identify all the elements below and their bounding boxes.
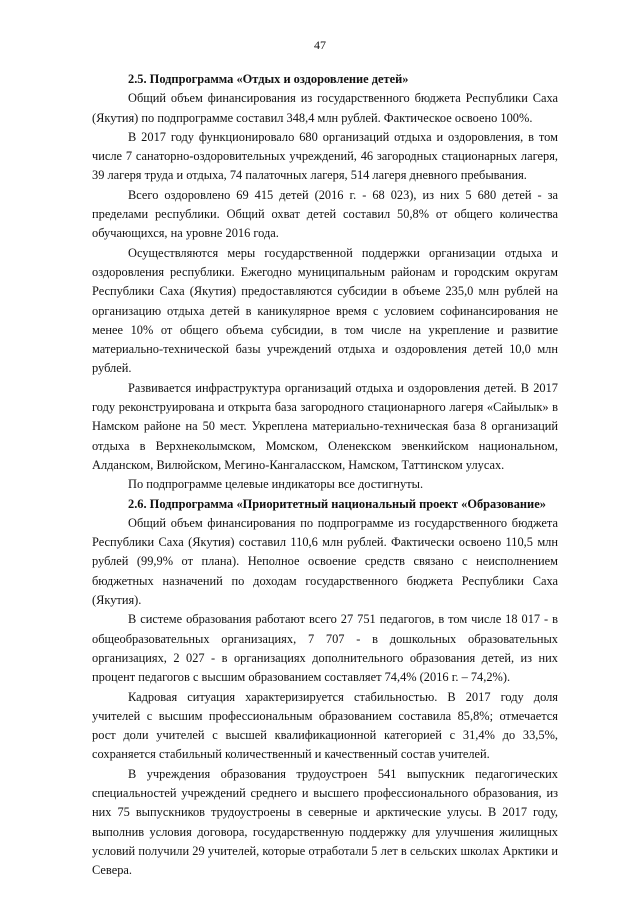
page-content bbox=[92, 70, 558, 880]
section-2-6-heading: 2.6. Подпрограмма «Приоритетный национальный проект «Образование» bbox=[128, 496, 546, 511]
section-2-5-heading: 2.5. Подпрограмма «Отдых и оздоровление детей» bbox=[128, 72, 409, 86]
paragraph: По подпрограмме целевые индикаторы все достигнуты. bbox=[128, 477, 424, 492]
paragraph: В 2017 году функционировало 680 организаций отдыха и оздоровления, в том числе 7 санаторно-оздоровительных учреждений, 46 загородных стационарных лагеря, 39 лагеря труда и отдыха, 74 палаточных лагеря, 514 лагеря дневного пребывания. bbox=[92, 129, 558, 183]
paragraph: Развивается инфраструктура организаций отдыха и оздоровления детей. В 2017 году реконструирована и открыта база загородного стационарного лагеря «Сайылык» в Намском районе на 50 мест. Укреплена материально-техническая база 8 организаций отдыха в Верхнеколымском, Момском, Оленекском эвенкийском национальном, Алданском, Вилюйском, Мегино-Кангаласском, Намском, Таттинском улусах. bbox=[92, 380, 558, 472]
paragraph: Осуществляются меры государственной поддержки организации отдыха и оздоровления республики. Ежегодно муниципальным районам и городским округам Республики Саха (Якутия) предоставляются субсидии в объеме 235,0 млн рублей на организацию отдыха детей в каникулярное время с условием софинансирования не менее 10% от общего объема субсидии, в том числе на укрепление и развитие материально-технической базы учреждений отдыха и оздоровления детей 10,0 млн рублей. bbox=[92, 245, 558, 376]
page-number: 47 bbox=[314, 38, 326, 52]
paragraph: Общий объем финансирования по подпрограмме из государственного бюджета Республики Саха (Якутия) составил 110,6 млн рублей. Фактически освоено 110,5 млн рублей (99,9% от плана). Неполное освоение средств связано с неисполнением бюджетных назначений по доходам государственного бюджета Республики Саха (Якутия). bbox=[92, 515, 558, 608]
paragraph: Кадровая ситуация характеризируется стабильностью. В 2017 году доля учителей с высшим профессиональным образованием составила 85,8%; отмечается рост доли учителей с высшей квалификационной категорией с 31,4% до 33,5%, сохраняется стабильный количественный и качественный состав учителей. bbox=[92, 689, 558, 762]
paragraph: В системе образования работают всего 27 751 педагогов, в том числе 18 017 - в общеобразовательных организациях, 7 707 - в дошкольных образовательных организациях, 2 027 - в организациях дополнительного образования детей, из них процент педагогов с высшим образованием составляет 74,4% (2016 г. – 74,2%). bbox=[92, 612, 558, 685]
paragraph: В учреждения образования трудоустроен 541 выпускник педагогических специальностей учреждений среднего и высшего профессионального образования, из них 75 выпускников трудоустроены в северные и арктические улусы. В 2017 году, выполнив условия договора, государственную поддержку для улучшения жилищных условий получили 29 учителей, которые отработали 5 лет в сельских школах Арктики и Севера. bbox=[92, 766, 558, 878]
paragraph: Общий объем финансирования из государственного бюджета Республики Саха (Якутия) по подпрограмме составил 348,4 млн рублей. Фактическое освоено 100%. bbox=[92, 91, 558, 125]
paragraph: Всего оздоровлено 69 415 детей (2016 г. - 68 023), из них 5 680 детей - за пределами республики. Общий охват детей составил 50,8% от общего количества обучающихся, на уровне 2016 года. bbox=[92, 187, 558, 241]
